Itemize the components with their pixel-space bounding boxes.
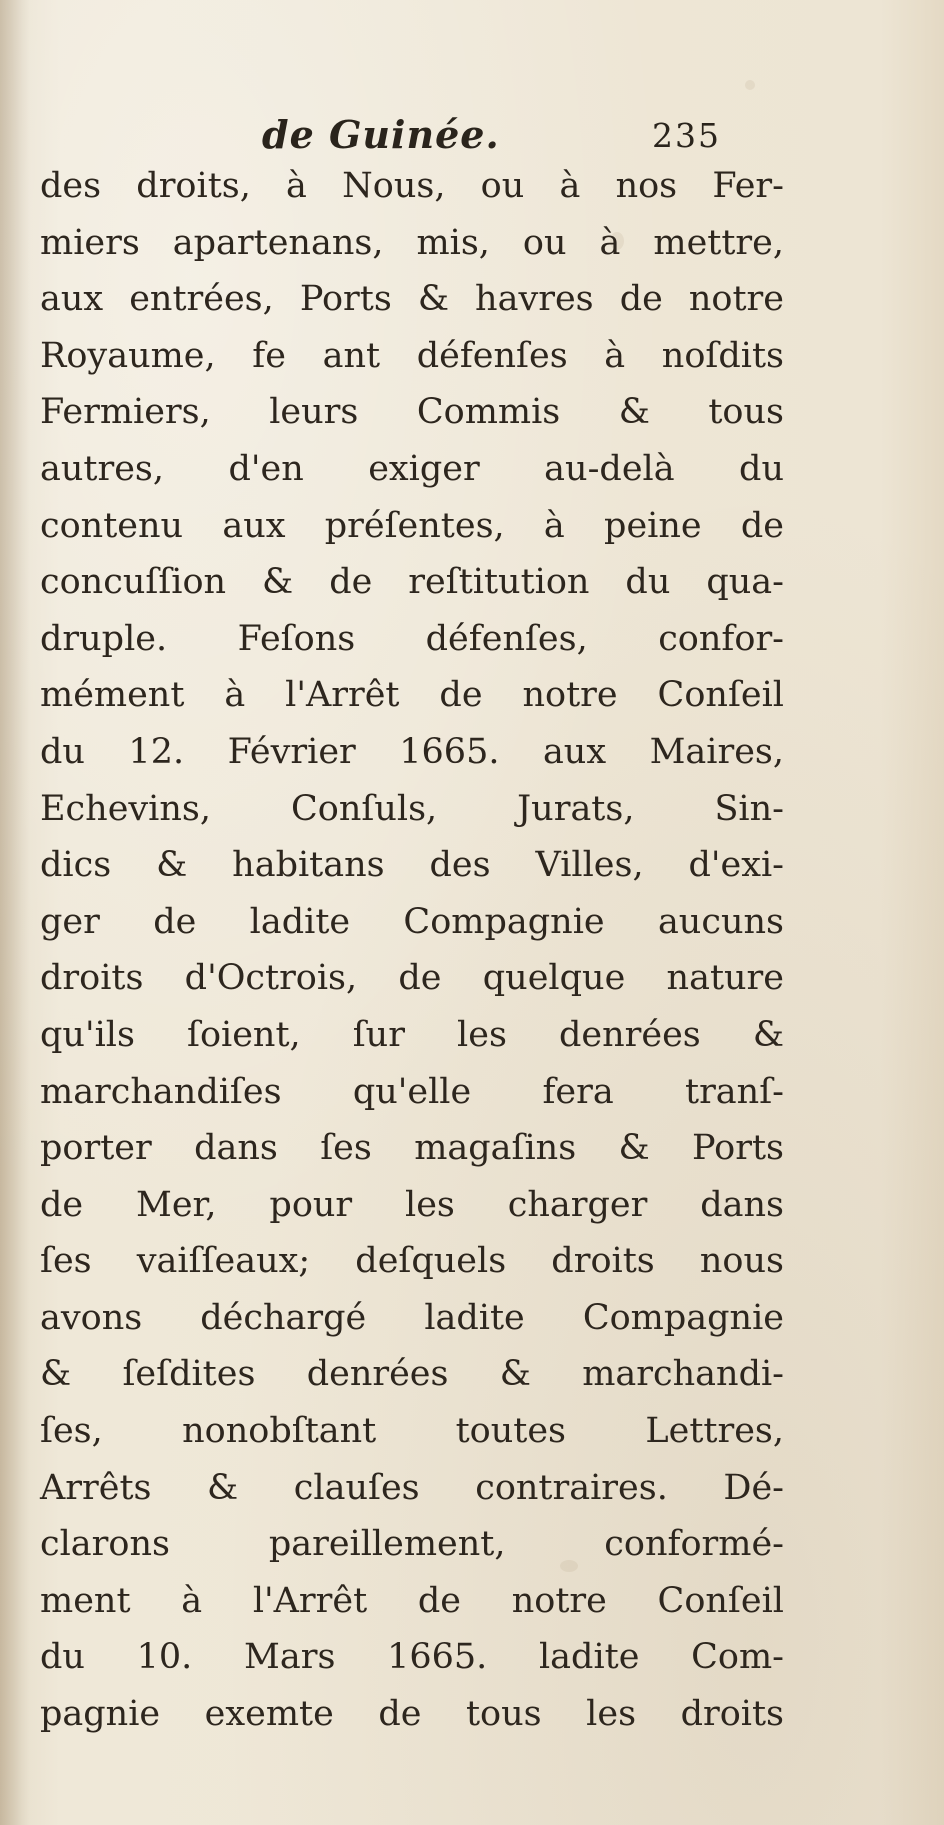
page-gutter-shadow <box>0 0 30 1825</box>
text-line: dics & habitans des Villes, d'exi- <box>40 845 784 886</box>
text-line: autres, d'en exiger au-delà du <box>40 448 784 489</box>
paper-stain <box>745 80 755 90</box>
text-line: qu'ils ſoient, ſur les denrées & <box>40 1014 784 1055</box>
text-line: avons déchargé ladite Compagnie <box>40 1297 784 1338</box>
text-line: ſes vaiſſeaux; deſquels droits nous <box>40 1241 784 1282</box>
text-line: Echevins, Conſuls, Jurats, Sin- <box>40 788 784 829</box>
body-text <box>40 158 784 1743</box>
text-line: Fermiers, leurs Commis & tous <box>40 392 784 433</box>
running-title: de Guinée. <box>262 112 500 157</box>
text-line: ger de ladite Compagnie aucuns <box>40 901 784 942</box>
text-line: ſes, nonobſtant toutes Lettres, <box>40 1411 784 1452</box>
text-line: porter dans ſes magaſins & Ports <box>40 1128 784 1169</box>
text-line: marchandiſes qu'elle fera tranſ- <box>40 1071 784 1112</box>
text-line: des droits, à Nous, ou à nos Fer- <box>40 166 784 206</box>
text-line: mément à l'Arrêt de notre Conſeil <box>40 675 784 716</box>
text-line: aux entrées, Ports & havres de notre <box>40 279 784 320</box>
text-line: de Mer, pour les charger dans <box>40 1184 784 1225</box>
text-line: concuſſion & de reſtitution du qua- <box>40 562 784 603</box>
text-line: du 12. Février 1665. aux Maires, <box>40 731 784 772</box>
text-line: clarons pareillement, conformé- <box>40 1524 784 1565</box>
text-line: pagnie exemte de tous les droits <box>40 1694 784 1735</box>
text-line: & ſeſdites denrées & marchandi- <box>40 1354 784 1395</box>
page-number: 235 <box>652 116 721 155</box>
text-line: droits d'Octrois, de quelque nature <box>40 958 784 999</box>
text-line: miers apartenans, mis, ou à mettre, <box>40 222 784 263</box>
text-line: druple. Feſons défenſes, confor- <box>40 618 784 659</box>
text-line: contenu aux préſentes, à peine de <box>40 505 784 546</box>
text-line: Royaume, fe ant défenſes à noſdits <box>40 335 784 376</box>
text-line: ment à l'Arrêt de notre Conſeil <box>40 1580 784 1621</box>
text-line: du 10. Mars 1665. ladite Com- <box>40 1637 784 1678</box>
text-line: Arrêts & clauſes contraires. Dé- <box>40 1467 784 1508</box>
